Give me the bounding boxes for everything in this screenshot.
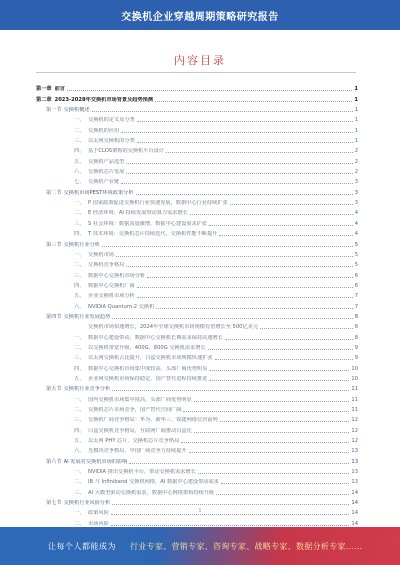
toc-entry-number: 二、 <box>74 407 85 413</box>
toc-entry[interactable] <box>36 289 358 299</box>
toc-page-number: 7 <box>354 293 358 300</box>
toc-leader-dots <box>126 163 352 164</box>
toc-entry-label: E 经济环境：AI 持续发展带动算力需求增长 <box>88 210 188 217</box>
toc-leader-dots <box>181 442 349 443</box>
toc-leader-dots <box>137 142 353 143</box>
toc-entry-label: 企业交换机市场分析 <box>88 293 135 300</box>
toc-entry[interactable] <box>36 165 358 175</box>
toc-entry-label: 交换机产品选型 <box>88 158 125 165</box>
report-title: 交换机企业穿越周期策略研究报告 <box>121 12 279 23</box>
toc-entry[interactable] <box>36 403 358 413</box>
toc-page-number: 2 <box>354 169 358 176</box>
footer-slogan: 让每个人都能成为 <box>48 542 116 551</box>
toc-page-number: 9 <box>354 355 358 362</box>
toc-entry[interactable] <box>36 144 358 154</box>
table-of-contents <box>36 82 358 527</box>
toc-entry-number: 五、 <box>74 375 85 382</box>
toc-page-number: 14 <box>351 520 358 527</box>
toc-entry-number: 六、 <box>74 303 85 310</box>
toc-chapter-entry[interactable] <box>36 82 358 92</box>
toc-leader-dots <box>260 328 353 329</box>
toc-leader-dots <box>102 246 353 247</box>
toc-page-number: 8 <box>354 313 358 320</box>
toc-entry-number: 三、 <box>74 220 85 227</box>
toc-entry[interactable] <box>36 206 358 216</box>
toc-leader-dots <box>137 297 353 298</box>
toc-leader-dots <box>221 483 350 484</box>
toc-entry[interactable] <box>36 485 358 495</box>
toc-entry-number: 第六节 <box>46 458 62 465</box>
toc-page-number: 12 <box>351 417 358 424</box>
toc-entry-number: 四、 <box>74 148 85 155</box>
toc-entry-number: 六、 <box>74 169 85 176</box>
toc-leader-dots <box>209 370 349 371</box>
toc-page-number: 6 <box>354 282 358 289</box>
toc-leader-dots <box>92 111 353 112</box>
toc-entry[interactable] <box>36 434 358 444</box>
toc-leader-dots <box>225 339 353 340</box>
toc-leader-dots <box>216 494 349 495</box>
toc-page-number: 3 <box>354 179 358 186</box>
toc-page-number: 9 <box>354 344 358 351</box>
toc-leader-dots <box>220 421 350 422</box>
toc-leader-dots <box>136 194 353 195</box>
toc-leader-dots <box>147 277 353 278</box>
toc-page-number: 11 <box>351 386 358 393</box>
toc-entry-label: 数据中心建设带动，数据中心交换机长期需求保持高速增长 <box>88 334 223 341</box>
toc-leader-dots <box>156 308 352 309</box>
toc-entry-label: 交换机市场快速增长，2024年全球交换机市场规模有望增长至 500亿美元 <box>88 324 259 331</box>
toc-page-number: 5 <box>354 251 358 258</box>
toc-page-number: 12 <box>351 438 358 445</box>
toc-leader-dots <box>230 204 353 205</box>
toc-entry[interactable] <box>36 413 358 423</box>
toc-entry[interactable] <box>36 248 358 258</box>
toc-entry[interactable] <box>36 465 358 475</box>
toc-entry-number: 二、 <box>74 344 85 351</box>
toc-entry-number: 六、 <box>74 448 85 455</box>
toc-leader-dots <box>112 390 349 391</box>
toc-page-number: 12 <box>351 427 358 434</box>
toc-entry-label: 国内交换机市场集中度高，头部厂商优势明显 <box>88 396 192 403</box>
toc-entry-label: 数据中心交换机市场分析 <box>88 272 146 279</box>
toc-entry[interactable] <box>36 361 358 371</box>
toc-entry-label: IB 与 Infiniband 交换机网络，AI 数据中心建设带动需求 <box>88 479 219 486</box>
toc-leader-dots <box>198 473 350 474</box>
toc-page-number: 3 <box>354 200 358 207</box>
toc-page-number: 4 <box>354 210 358 217</box>
toc-heading: 内容目录 <box>174 54 226 67</box>
toc-page-number: 13 <box>351 479 358 486</box>
toc-entry-label: 数据中心交换机市场集中度较高，头部厂商优势明显 <box>88 365 208 372</box>
toc-section-entry[interactable] <box>36 185 358 195</box>
toc-page-number: 14 <box>351 489 358 496</box>
toc-entry[interactable] <box>36 258 358 268</box>
toc-entry[interactable] <box>36 372 358 382</box>
toc-entry-label: 交换机行业发展趋势 <box>63 313 111 320</box>
toc-entry-number: 第一节 <box>46 107 62 114</box>
toc-leader-dots <box>219 235 352 236</box>
toc-entry-number: 第一章 <box>36 86 52 93</box>
toc-page-number: 13 <box>351 469 358 476</box>
toc-page-number: 13 <box>351 448 358 455</box>
toc-page-number: 8 <box>354 324 358 331</box>
footer-services: 行业专家、营销专家、咨询专家、战略专家、数据分析专家…… <box>130 542 363 551</box>
toc-entry[interactable] <box>36 268 358 278</box>
toc-entry-label: 交换机的定义及分类 <box>88 117 135 124</box>
toc-entry-label: T 技术环境：交换机芯片持续迭代，交换机性能不断提升 <box>88 231 218 238</box>
toc-entry-number: 二、 <box>74 127 85 134</box>
toc-page-number: 1 <box>354 86 358 93</box>
toc-page-number: 10 <box>351 375 358 382</box>
toc-entry-label: 交换机产业链 <box>88 179 120 186</box>
toc-entry-label: 交换机芯片发展 <box>88 169 125 176</box>
toc-entry-number: 五、 <box>74 438 85 445</box>
toc-page-number: 5 <box>354 241 358 248</box>
toc-leader-dots <box>208 349 353 350</box>
toc-entry[interactable] <box>36 475 358 485</box>
toc-leader-dots <box>67 90 352 91</box>
toc-entry-number: 二、 <box>74 520 85 527</box>
toc-page-number: 13 <box>351 458 358 465</box>
toc-entry-number: 三、 <box>74 355 85 362</box>
toc-leader-dots <box>111 514 350 515</box>
toc-entry[interactable] <box>36 351 358 361</box>
toc-leader-dots <box>189 452 350 453</box>
toc-entry[interactable] <box>36 444 358 454</box>
toc-entry-number: 三、 <box>74 272 85 279</box>
toc-page-number: 4 <box>354 231 358 238</box>
toc-entry-label: 交换机芯片市场竞争，国产替代空间广阔 <box>88 407 182 413</box>
toc-entry-number: 二、 <box>74 479 85 486</box>
toc-leader-dots <box>183 411 349 412</box>
toc-entry-label: S 社会环境：数据流量激增，数据中心建设需求扩张 <box>88 220 208 227</box>
toc-entry-label: 交换机行业竞争分析 <box>63 386 111 393</box>
toc-page-number: 11 <box>351 407 358 413</box>
toc-leader-dots <box>190 214 353 215</box>
toc-entry-number: 四、 <box>74 365 85 372</box>
toc-entry-label: 以太网 PHY 芯片、交换机芯片竞争格局 <box>88 438 180 445</box>
toc-page-number: 3 <box>354 189 358 196</box>
toc-entry-number: 第三节 <box>46 241 62 248</box>
toc-entry-number: 二、 <box>74 262 85 269</box>
toc-entry-label: 基于CLOS架构的交换机平台设计 <box>88 148 164 155</box>
toc-leader-dots <box>112 504 349 505</box>
toc-leader-dots <box>126 173 352 174</box>
toc-page-number: 1 <box>354 96 358 103</box>
toc-leader-dots <box>116 256 353 257</box>
toc-entry-number: 五、 <box>74 293 85 300</box>
toc-page-number: 2 <box>354 158 358 165</box>
toc-page-number: 10 <box>351 365 358 372</box>
toc-page-number: 11 <box>351 396 358 403</box>
toc-entry[interactable] <box>36 279 358 289</box>
toc-entry-number: 一、 <box>74 510 85 517</box>
toc-entry[interactable] <box>36 423 358 433</box>
toc-entry-number: 七、 <box>74 179 85 186</box>
toc-entry-label: 数据中心交换机厂商 <box>88 282 135 289</box>
toc-entry-number: 二、 <box>74 210 85 217</box>
toc-page-number: 8 <box>354 334 358 341</box>
toc-divider <box>36 72 356 73</box>
toc-leader-dots <box>155 101 352 102</box>
toc-entry-number: 五、 <box>74 158 85 165</box>
toc-leader-dots <box>112 318 352 319</box>
toc-section-entry[interactable] <box>36 237 358 247</box>
toc-entry-number: 第四节 <box>46 313 62 320</box>
toc-entry-label: 交换机竞争格局 <box>88 262 125 269</box>
toc-entry[interactable] <box>36 320 358 330</box>
toc-leader-dots <box>137 287 353 288</box>
toc-entry[interactable] <box>36 134 358 144</box>
toc-entry-number: 第二节 <box>46 189 62 196</box>
toc-entry-label: 交换机的应用 <box>88 127 120 134</box>
toc-entry-label: 前言 <box>54 86 65 93</box>
toc-entry[interactable] <box>36 175 358 185</box>
toc-entry-number: 三、 <box>74 417 85 424</box>
toc-entry-number: 第七节 <box>46 500 62 507</box>
toc-entry-label: 以太网交换机占比提升，白盒交换机市场规模快速扩张 <box>88 355 213 362</box>
toc-entry[interactable] <box>36 113 358 123</box>
toc-entry-label: 交换机行业分析 <box>63 241 100 248</box>
toc-entry[interactable] <box>36 516 358 526</box>
toc-entry[interactable] <box>36 196 358 206</box>
toc-entry-label: 以太网交换机的分类 <box>88 138 135 145</box>
toc-entry[interactable] <box>36 330 358 340</box>
toc-entry-label: 交换机行业风险分析 <box>63 500 111 507</box>
toc-entry-number: 一、 <box>74 117 85 124</box>
toc-entry-label: AI 发展对交换机市场的影响 <box>63 458 128 465</box>
toc-leader-dots <box>129 463 349 464</box>
toc-entry-number: 三、 <box>74 138 85 145</box>
toc-entry-number: 四、 <box>74 427 85 434</box>
toc-entry-label: 交换机市场 <box>88 251 114 258</box>
toc-entry-number: 一、 <box>74 469 85 476</box>
toc-page-number: 7 <box>354 303 358 310</box>
toc-entry-label: 交换机厂商竞争格局：华为、新华三、锐捷网络位居前列 <box>88 417 218 424</box>
toc-entry[interactable] <box>36 341 358 351</box>
toc-entry-number: 三、 <box>74 489 85 496</box>
toc-leader-dots <box>166 152 353 153</box>
toc-leader-dots <box>111 525 350 526</box>
toc-section-entry[interactable] <box>36 382 358 392</box>
toc-entry[interactable] <box>36 154 358 164</box>
toc-page-number: 4 <box>354 220 358 227</box>
toc-leader-dots <box>215 359 353 360</box>
toc-page-number: 2 <box>354 148 358 155</box>
toc-entry-number: 第二章 <box>36 96 52 103</box>
toc-entry-number: 一、 <box>74 251 85 258</box>
toc-page-number: 14 <box>351 510 358 517</box>
toc-entry-label: 白盒交换机竞争格局，互联网厂商推动白盒化 <box>88 427 192 434</box>
toc-entry-label: P 国家政策促进交换机行业快速发展，数据中心行业持续扩张 <box>88 200 228 207</box>
toc-entry-label: AI 大模型驱动交换机需求，数据中心网络架构持续升级 <box>88 489 215 496</box>
toc-entry-number: 第五节 <box>46 386 62 393</box>
toc-entry-number: 四、 <box>74 231 85 238</box>
toc-entry-label: 2023-2028年交换机市场背景及趋势预测 <box>54 96 154 103</box>
toc-leader-dots <box>121 132 353 133</box>
toc-leader-dots <box>209 380 349 381</box>
toc-entry[interactable] <box>36 227 358 237</box>
toc-page-number: 1 <box>354 107 358 114</box>
report-header-bar <box>0 0 400 30</box>
toc-page-number: 5 <box>354 262 358 269</box>
toc-leader-dots <box>137 121 353 122</box>
toc-entry-label: NVIDIA 推出交换机平台，带动交换机需求增长 <box>88 469 196 476</box>
toc-entry-label: 交换机市场PEST环境政策分析 <box>63 189 134 196</box>
toc-leader-dots <box>126 266 352 267</box>
toc-entry-number: 一、 <box>74 200 85 207</box>
toc-page-number: 1 <box>354 127 358 134</box>
toc-entry-label: 以交换机带宽升级，400G、800G 交换机需求增长 <box>88 344 206 351</box>
toc-entry-label: 光模块竞争格局，中国厂商竞争力持续提升 <box>88 448 187 455</box>
toc-page-number: 1 <box>354 138 358 145</box>
toc-entry-number: 一、 <box>74 396 85 403</box>
toc-section-entry[interactable] <box>36 103 358 113</box>
toc-chapter-entry[interactable] <box>36 92 358 102</box>
toc-entry-label: 交换机概述 <box>63 107 90 114</box>
toc-page-number: 1 <box>354 117 358 124</box>
toc-page-number: 14 <box>351 500 358 507</box>
toc-entry-number: 四、 <box>74 282 85 289</box>
toc-entry-label: NVIDIA Quantum-2 交换机 <box>88 303 155 310</box>
toc-entry[interactable] <box>36 299 358 309</box>
footer-banner <box>0 527 400 565</box>
toc-entry[interactable] <box>36 392 358 402</box>
toc-section-entry[interactable] <box>36 454 358 464</box>
toc-leader-dots <box>209 225 353 226</box>
toc-leader-dots <box>194 401 350 402</box>
toc-entry-number: 一、 <box>74 334 85 341</box>
toc-section-entry[interactable] <box>36 496 358 506</box>
toc-entry[interactable] <box>36 123 358 133</box>
toc-entry-label: 企业网交换机市场保持稳定，国产替代进程持续推进 <box>88 375 208 382</box>
toc-entry-label: 市场风险 <box>88 520 109 527</box>
toc-leader-dots <box>194 432 350 433</box>
toc-entry[interactable] <box>36 216 358 226</box>
toc-entry-label: 政策风险 <box>88 510 109 517</box>
toc-leader-dots <box>121 183 353 184</box>
toc-section-entry[interactable] <box>36 310 358 320</box>
toc-page-number: 6 <box>354 272 358 279</box>
page-number: 1 <box>198 508 202 514</box>
